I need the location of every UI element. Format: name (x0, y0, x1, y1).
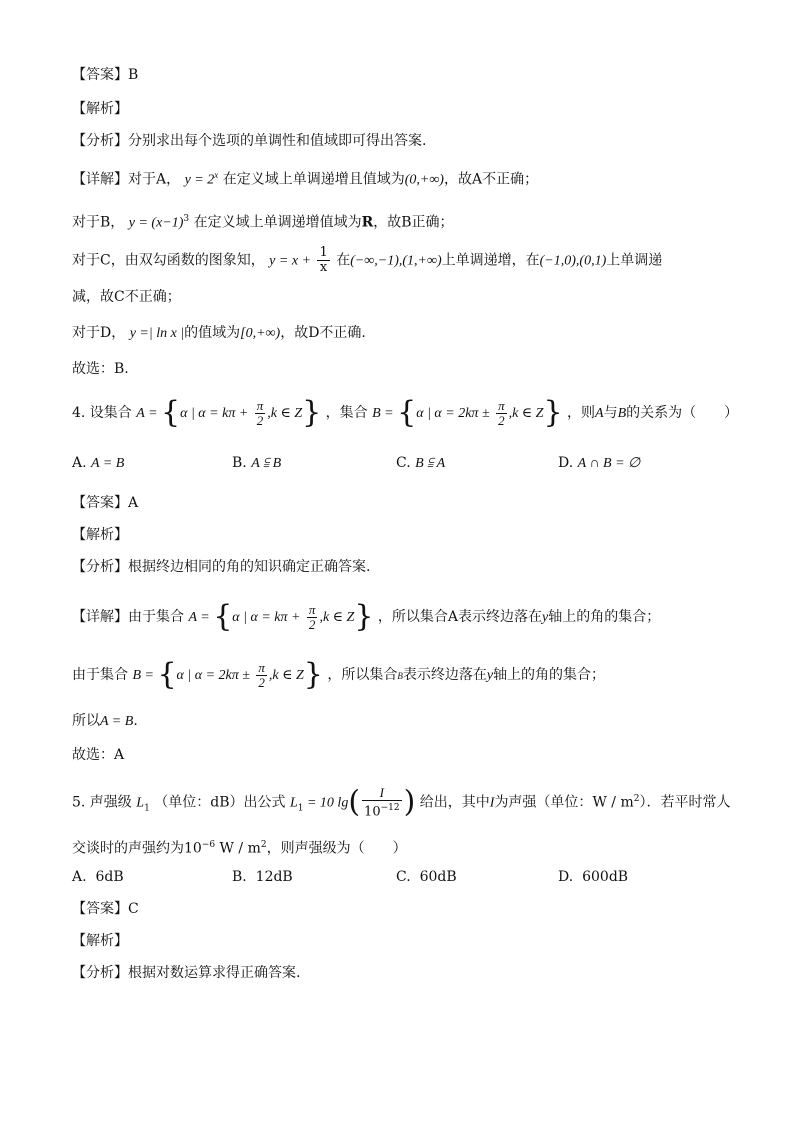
q3-detail-b: 对于B， $y = (x-1)^3$ 在定义域上单调递增值域为R，故B正确； (72, 214, 454, 231)
q4-option-b: B. A ⫅ B (232, 455, 282, 471)
q4-stem: 4. 设集合 A = {α | α = kπ + $\frac{\pi}{2}$ ,k ∈ Z} ，集合 B = {α | α = 2kπ ± $\frac{\pi}{2}$ ,k ∈ Z} ，则A与B的关系为（ ） (72, 395, 739, 430)
q4-detail-2: 由于集合 B = {α | α = 2kπ ± $\frac{\pi}{2}$ ,k ∈ Z} ，所以集合B表示终边落在y轴上的角的集合； (72, 657, 606, 692)
q5-analysis-heading: 【解析】 (72, 933, 128, 949)
q5-stem-line-1: 5. 声强级 $L_1$ （单位：dB）出公式 $L_1 = 10$ lg( $\frac{I}{10^{-12}}$ ) 给出，其中I为声强（单位：W / $m^2$）．若平时常人 (72, 784, 731, 820)
q3-choose: 故选：B. (72, 361, 129, 377)
q5-fenxi: 【分析】根据对数运算求得正确答案. (72, 965, 301, 981)
q3-fenxi: 【分析】分别求出每个选项的单调性和值域即可得出答案. (72, 133, 427, 149)
q5-option-b: B. 12dB (232, 869, 293, 885)
q3-detail-c: 对于C，由双勾函数的图象知， y = x + $\frac{1}{x}$ 在(−∞,−1),(1,+∞)上单调递增，在(−1,0),(0,1)上单调递 (72, 245, 663, 275)
q3-detail-c-cont: 减，故C不正确； (72, 289, 181, 305)
q4-answer: 【答案】A (72, 495, 139, 511)
q3-detail-d: 对于D， y =| ln x |的值域为[0,+∞)，故D不正确. (72, 325, 366, 341)
q5-answer: 【答案】C (72, 901, 139, 917)
q3-answer: 【答案】B (72, 67, 139, 83)
q4-option-d: D. A ∩ B = ∅ (558, 455, 641, 471)
q5-option-d: D. 600dB (558, 869, 629, 885)
q4-analysis-heading: 【解析】 (72, 527, 128, 543)
q5-option-c: C. 60dB (396, 869, 457, 885)
q4-choose: 故选：A (72, 747, 125, 763)
q3-analysis-heading: 【解析】 (72, 101, 128, 117)
q5-stem-line-2: 交谈时的声强约为$10^{-6}$ W / $m^2$，则声强级为（ ） (72, 840, 407, 857)
q4-option-c: C. B ⫅ A (396, 455, 446, 471)
q3-detail-a: 【详解】对于A， $y = 2^x$ 在定义域上单调递增且值域为(0,+∞)，故A不正确； (72, 170, 539, 188)
q4-fenxi: 【分析】根据终边相同的角的知识确定正确答案. (72, 559, 371, 575)
q4-conclusion: 所以A = B. (72, 713, 138, 729)
q4-detail-1: 【详解】由于集合 A = {α | α = kπ + $\frac{\pi}{2}$ ,k ∈ Z} ，所以集合A表示终边落在y轴上的角的集合； (72, 599, 661, 634)
q5-option-a: A. 6dB (72, 869, 124, 885)
q4-option-a: A. A = B (72, 455, 125, 471)
